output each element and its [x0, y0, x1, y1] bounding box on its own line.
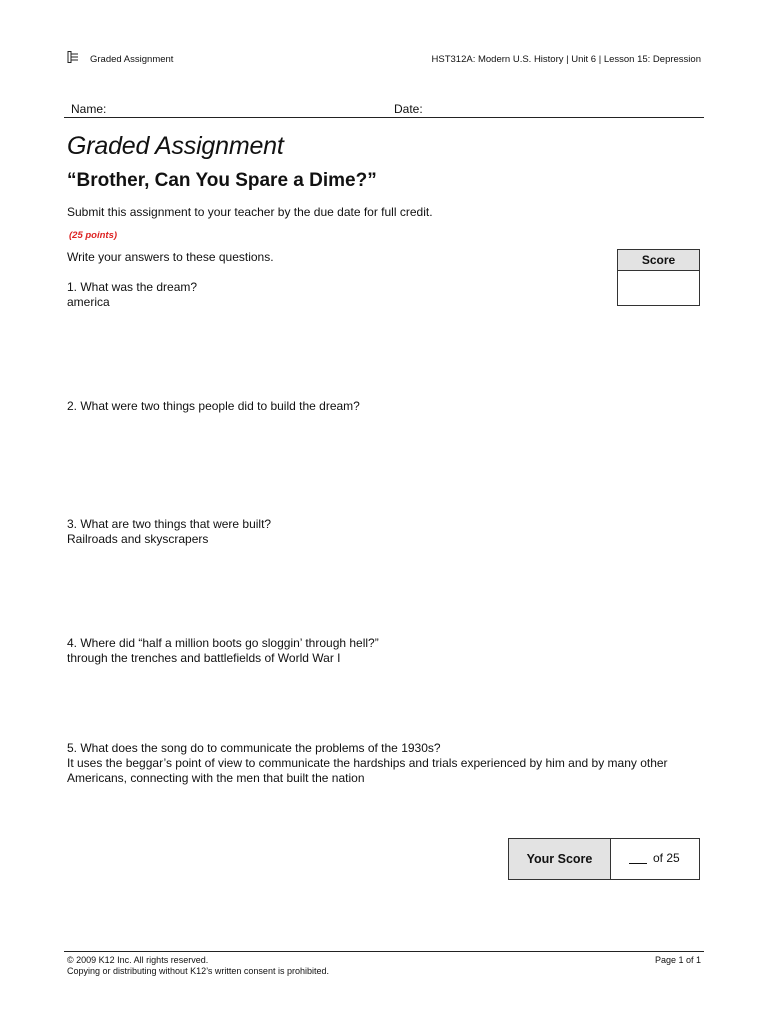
date-label: Date: [394, 102, 423, 116]
header-doc-type: Graded Assignment [90, 54, 174, 65]
answer-prompt: Write your answers to these questions. [67, 250, 274, 264]
answer-text[interactable]: Railroads and skyscrapers [67, 532, 209, 546]
answer-text[interactable]: It uses the beggar’s point of view to communicate the hardships and trials experienced by him and by many other Americans, connecting with the men that built the nation [67, 756, 668, 785]
question-2 [67, 399, 707, 414]
score-label: Score [618, 250, 699, 271]
page-number: Page 1 of 1 [654, 955, 701, 965]
answer-text[interactable]: america [67, 295, 110, 309]
question-text: 5. What does the song do to communicate the problems of the 1930s? [67, 741, 441, 755]
your-score-label: Your Score [509, 839, 611, 879]
copy-notice: Copying or distributing without K12’s written consent is prohibited. [67, 966, 329, 976]
question-text: 1. What was the dream? [67, 280, 198, 294]
name-label: Name: [71, 102, 107, 116]
assignment-subtitle: “Brother, Can You Spare a Dime?” [67, 170, 377, 191]
score-blank[interactable] [629, 851, 647, 864]
your-score-box [508, 838, 700, 880]
question-3 [67, 517, 707, 547]
header-divider [64, 117, 704, 118]
document-stack-icon [67, 50, 79, 62]
question-4 [67, 636, 707, 666]
question-5 [67, 741, 707, 786]
answer-text[interactable]: through the trenches and battlefields of World War I [67, 651, 341, 665]
page-title: Graded Assignment [67, 132, 284, 160]
footer-divider [64, 951, 704, 952]
your-score-value [611, 839, 699, 879]
points-note: (25 points) [69, 230, 118, 241]
question-text: 4. Where did “half a million boots go sloggin’ through hell?” [67, 636, 379, 650]
copyright-text: © 2009 K12 Inc. All rights reserved. [67, 955, 209, 965]
question-text: 3. What are two things that were built? [67, 517, 272, 531]
question-1 [67, 280, 707, 310]
question-text: 2. What were two things people did to build the dream? [67, 399, 360, 413]
submission-instructions: Submit this assignment to your teacher by the due date for full credit. [67, 205, 433, 219]
score-total: of 25 [653, 851, 680, 865]
header-course-info: HST312A: Modern U.S. History | Unit 6 | Lesson 15: Depression [431, 54, 701, 65]
